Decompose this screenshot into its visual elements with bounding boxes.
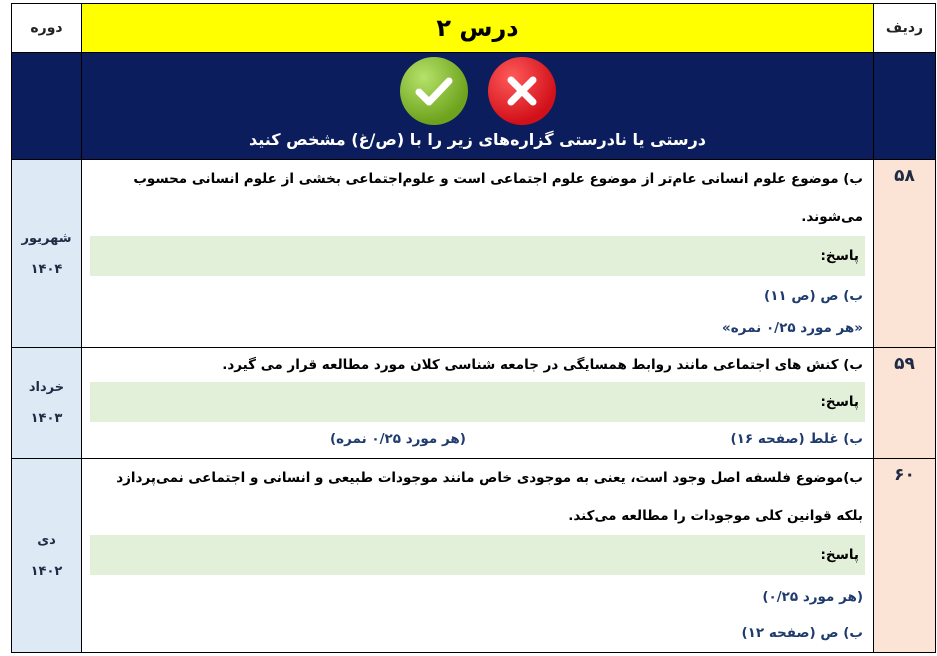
row-number: ۶۰ [874, 459, 936, 653]
answer-text: ب) غلط (صفحه ۱۶) [730, 431, 863, 447]
question-row [12, 459, 936, 653]
dore-header: دوره [12, 4, 82, 53]
period-cell [12, 160, 82, 348]
period-month: شهریور [21, 230, 72, 246]
question-text-cont: بلکه قوانین کلی موجودات را مطالعه می‌کند. [568, 508, 863, 524]
questions-table [11, 3, 936, 653]
radif-header: ردیف [874, 4, 936, 53]
lesson-title: درس ۲ [82, 4, 874, 53]
score-text: (هر مورد ۰/۲۵ نمره) [330, 431, 466, 447]
answer-box [90, 236, 865, 276]
question-content [82, 160, 874, 348]
banner-row [12, 53, 936, 160]
period-year: ۱۴۰۳ [30, 411, 63, 426]
answer-label: پاسخ: [820, 547, 859, 563]
period-year: ۱۴۰۴ [30, 261, 63, 277]
question-row [12, 348, 936, 459]
question-text: ب) موضوع علوم انسانی عام‌تر از موضوع علوم اجتماعی است و علوم‌اجتماعی بخشی از علوم انسانی محسوب [133, 171, 863, 187]
question-content [82, 348, 874, 459]
period-cell [12, 459, 82, 653]
question-text: ب) کنش های اجتماعی مانند روابط همسایگی در جامعه شناسی کلان مورد مطالعه قرار می گیرد. [222, 357, 863, 373]
score-text: «هر مورد ۰/۲۵ نمره» [722, 320, 863, 336]
question-content [82, 459, 874, 653]
period-month: دی [37, 532, 56, 548]
question-row [12, 160, 936, 348]
instruction-text: درستی یا نادرستی گزاره‌های زیر را با (ص/غ) مشخص کنید [248, 130, 707, 149]
question-text-cont: می‌شوند. [801, 209, 863, 225]
period-month: خرداد [28, 380, 65, 395]
score-text: (هر مورد ۰/۲۵) [762, 589, 863, 605]
period-cell [12, 348, 82, 459]
header-row [12, 4, 936, 53]
close-icon [488, 57, 556, 125]
row-number: ۵۹ [874, 348, 936, 459]
check-icon [400, 57, 468, 125]
answer-box [90, 535, 865, 575]
answer-line [90, 424, 863, 454]
answer-text: ب) ص (صفحه ۱۲) [741, 625, 863, 641]
answer-label: پاسخ: [820, 248, 859, 264]
answer-text: ب) ص (ص ۱۱) [764, 288, 863, 304]
answer-label: پاسخ: [820, 394, 859, 410]
answer-box [90, 382, 865, 422]
question-text: ب)موضوع فلسفه اصل وجود است، یعنی به موجودی خاص مانند موجودات طبیعی و انسانی و اجتماعی نمی‌پردازد [116, 470, 863, 486]
period-year: ۱۴۰۲ [30, 563, 63, 579]
row-number: ۵۸ [874, 160, 936, 348]
instruction-banner [82, 53, 874, 160]
